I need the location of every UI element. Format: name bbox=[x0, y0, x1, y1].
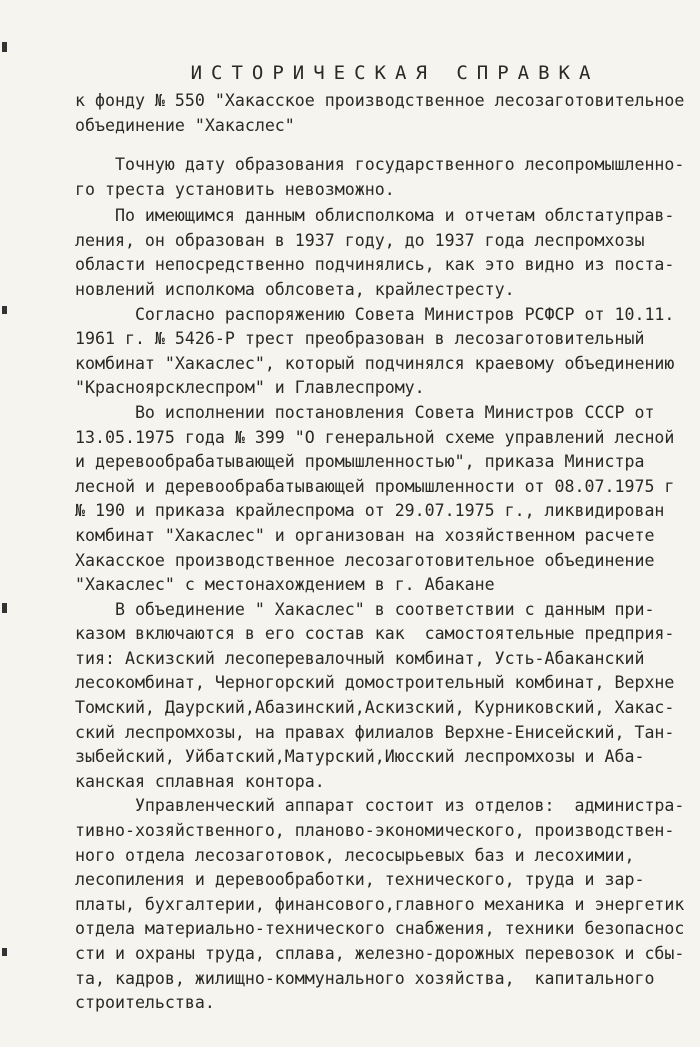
text-line: го треста установить невозможно. bbox=[75, 179, 395, 199]
text-line: ного отдела лесозаготовок, лесосырьевых баз и лесохимии, bbox=[75, 845, 635, 865]
text-line: ский леспромхозы, на правах филиалов Верхне-Енисейский, Тан- bbox=[75, 722, 675, 742]
text-line: Точную дату образования государственного лесопромышленно- bbox=[75, 155, 685, 174]
text-line: комбинат "Хакаслес" и организован на хозяйственном расчете bbox=[75, 525, 655, 545]
punch-mark bbox=[2, 603, 7, 613]
text-line: новлений исполкома облсовета, крайлестресту. bbox=[75, 279, 515, 299]
document-title: ИСТОРИЧЕСКАЯ СПРАВКА bbox=[190, 62, 600, 84]
text-line: казом включаются в его состав как самостоятельные предприя- bbox=[75, 624, 675, 644]
text-line: платы, бухгалтерии, финансового,главного механика и энергетик bbox=[75, 894, 685, 914]
subtitle-line: к фонду № 550 "Хакасское производственное лесозаготовительное bbox=[75, 91, 685, 110]
text-line: строительства. bbox=[75, 993, 215, 1013]
text-line: области непосредственно подчинялись, как это видно из поста- bbox=[75, 255, 675, 275]
text-line: Управленческий аппарат состоит из отделов: администра- bbox=[75, 796, 685, 816]
paragraph bbox=[75, 401, 700, 598]
text-line: Хакасское производственное лесозаготовительное объединение bbox=[75, 550, 655, 570]
text-line: "Хакаслес" с местонахождением в г. Абакане bbox=[75, 575, 495, 595]
document-subtitle bbox=[75, 88, 695, 138]
text-line: зыбейский, Уйбатский,Матурский,Июсский леспромхозы и Аба- bbox=[75, 747, 645, 767]
text-line: комбинат "Хакаслес", который подчинялся краевому объединению bbox=[75, 353, 675, 373]
text-line: лесопиления и деревообработки, технического, труда и зар- bbox=[75, 870, 645, 890]
paragraph bbox=[75, 598, 700, 795]
paragraph bbox=[75, 794, 700, 1015]
text-line: Томский, Даурский,Абазинский,Аскизский, Курниковский, Хакас- bbox=[75, 698, 675, 718]
text-line: лесной и деревообрабатывающей промышленности от 08.07.1975 г bbox=[75, 476, 675, 496]
text-line: Согласно распоряжению Совета Министров РСФСР от 10.11. bbox=[75, 304, 675, 324]
paragraph bbox=[75, 303, 700, 401]
punch-mark bbox=[2, 42, 7, 52]
text-line: тия: Аскизский лесоперевалочный комбинат, Усть-Абаканский bbox=[75, 648, 645, 668]
text-line: 13.05.1975 года № 399 "О генеральной схеме управлений лесной bbox=[75, 427, 675, 447]
text-line: 1961 г. № 5426-Р трест преобразован в лесозаготовительный bbox=[75, 329, 645, 349]
text-line: Во исполнении постановления Совета Министров СССР от bbox=[75, 402, 655, 422]
paragraph bbox=[75, 204, 700, 302]
text-line: та, кадров, жилищно-коммунального хозяйства, капитального bbox=[75, 968, 655, 988]
text-line: лесокомбинат, Черногорский домостроительный комбинат, Верхне bbox=[75, 673, 675, 693]
text-line: № 190 и приказа крайлеспрома от 29.07.1975 г., ликвидирован bbox=[75, 501, 665, 521]
text-line: канская сплавная контора. bbox=[75, 771, 325, 791]
text-line: "Красноярсклеспром" и Главлеспрому. bbox=[75, 378, 425, 398]
text-line: отдела материально-технического снабжения, техники безопаснос bbox=[75, 919, 685, 939]
text-line: тивно-хозяйственного, планово-экономического, производствен- bbox=[75, 821, 675, 841]
text-line: сти и охраны труда, сплава, железно-дорожных перевозок и сбы- bbox=[75, 944, 685, 963]
punch-mark bbox=[2, 306, 7, 314]
document-body bbox=[75, 153, 700, 1016]
subtitle-line: объединение "Хакаслес" bbox=[75, 116, 295, 135]
punch-mark bbox=[2, 948, 7, 956]
text-line: ления, он образован в 1937 году, до 1937 года леспромхозы bbox=[75, 230, 645, 250]
paragraph bbox=[75, 153, 700, 202]
text-line: и деревообрабатывающей промышленностью", приказа Министра bbox=[75, 452, 645, 472]
text-line: По имеющимся данным облисполкома и отчетам облстатуправ- bbox=[75, 206, 675, 226]
text-line: В объединение " Хакаслес" в соответствии с данным при- bbox=[75, 599, 655, 619]
